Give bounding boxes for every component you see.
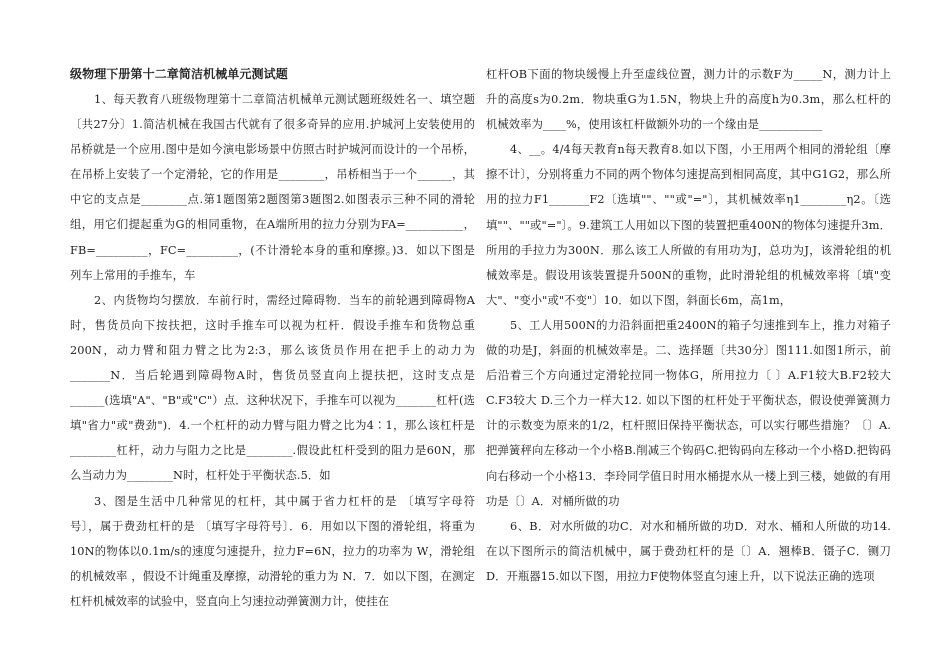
right-column [486,62,891,589]
paragraph-6: 6、B．对水所做的功C．对水和桶所做的功D．对水、桶和人所做的功14.在以下图所示的简洁机械中，属于费劲杠杆的是〔〕A．翘棒B．镊子C．铡刀D．开瓶器15.如以下图，用拉力F使物体竖直匀速上升，以下说法正确的选项 [486,519,891,583]
paragraph-4: 4、__。4/4每天教育n每天教育8.如以下图，小王用两个相同的滑轮组〔摩擦不计〕，分别将重力不同的两个物体匀速提高到相同高度，其中G1G2，那么所用的拉力F1_______F2〔选填""、""或"="〕，其机械效率η1________η2。〔选填""、""或"="〕。9.建筑工人用如以下图的装置把重400N的物体匀速提升3m．所用的手拉力为300N．那么该工人所做的有用功为J，总功为J，该滑轮组的机械效率是。假设用该装置提升500N的重物，此时滑轮组的机械效率将〔填"变大"、"变小"或"不变"〕10．如以下图，斜面长6m，高1m， [486,143,891,307]
left-column [70,62,475,614]
paragraph-3: 3、图是生活中几种常见的杠杆，其中属于省力杠杆的是 〔填写字母符号〕，属于费劲杠杆的是 〔填写字母符号〕．6．用如以下图的滑轮组，将重为10N的物体以0.1m/s的速度匀速提升，拉力F=6N，拉力的功率为 W，滑轮组的机械效率 ，假设不计绳重及摩擦，动滑轮的重力为 N．7．如以下图，在测定杠杆机械效率的试验中，竖直向上匀速拉动弹簧测力计，使挂在 [70,494,475,608]
paragraph-3-continued: 杠杆OB下面的物块缓慢上升至虚线位置，测力计的示数F为_____N，测力计上升的高度s为0.2m．物块重G为1.5N，物块上升的高度h为0.3m，那么杠杆的机械效率为____%，使用该杠杆做额外功的一个缘由是___________ [486,68,891,132]
paragraph-5: 5、工人用500N的力沿斜面把重2400N的箱子匀速推到车上，推力对箱子做的功是J，斜面的机械效率是。二、选择题〔共30分〕图111.如图1所示，前后沿着三个方向通过定滑轮拉同一物体G，所用拉力〔 〕A.F1较大B.F2较大C.F3较大 D.三个力一样大12. 如以下图的杠杆处于平衡状态，假设使弹簧测力计的示数变为原来的1/2，杠杆照旧保持平衡状态，可以实行哪些措施？〔〕A.把弹簧秤向左移动一个小格B.削减三个钩码C.把钩码向左移动一个小格D.把钩码向右移动一个小格13．李玲同学值日时用水桶提水从一楼上到三楼，她做的有用功是〔〕A．对桶所做的功 [486,318,891,508]
document-title: 级物理下册第十二章简洁机械单元测试题 [70,67,288,81]
paragraph-2: 2、内货物均匀摆放．车前行时，需经过障碍物．当车的前轮遇到障碍物A时，售货员向下按扶把，这时手推车可以视为杠杆．假设手推车和货物总重200N，动力臂和阻力臂之比为2:3，那么该货员作用在把手上的动力为_______N．当后轮遇到障碍物A时，售货员竖直向上提扶把，这时支点是______(选填"A"、"B"或"C"）点．这种状况下，手推车可以视为_______杠杆(选填"省力"或"费劲")．4.一个杠杆的动力臂与阻力臂之比为4∶1，那么该杠杆是________杠杆，动力与阻力之比是________.假设此杠杆受到的阻力是60N，那么当动力为________N时，杠杆处于平衡状态.5．如 [70,293,475,483]
paragraph-1: 1、每天教育八班级物理第十二章简洁机械单元测试题班级姓名一、填空题〔共27分〕1.简洁机械在我国古代就有了很多奇异的应用.护城河上安装使用的吊桥就是一个应用.图中是如今演电影场景中仿照古时护城河而设计的一个吊桥，在吊桥上安装了一个定滑轮，它的作用是________，吊桥相当于一个______，其中它的支点是________点.第1题图第2题图第3题图2.如图表示三种不同的滑轮组，用它们提起重为G的相同重物，在A端所用的拉力分别为FA=__________，FB=_________，FC=_________，(不计滑轮本身的重和摩擦。)3．如以下图是列车上常用的手推车，车 [70,93,475,282]
